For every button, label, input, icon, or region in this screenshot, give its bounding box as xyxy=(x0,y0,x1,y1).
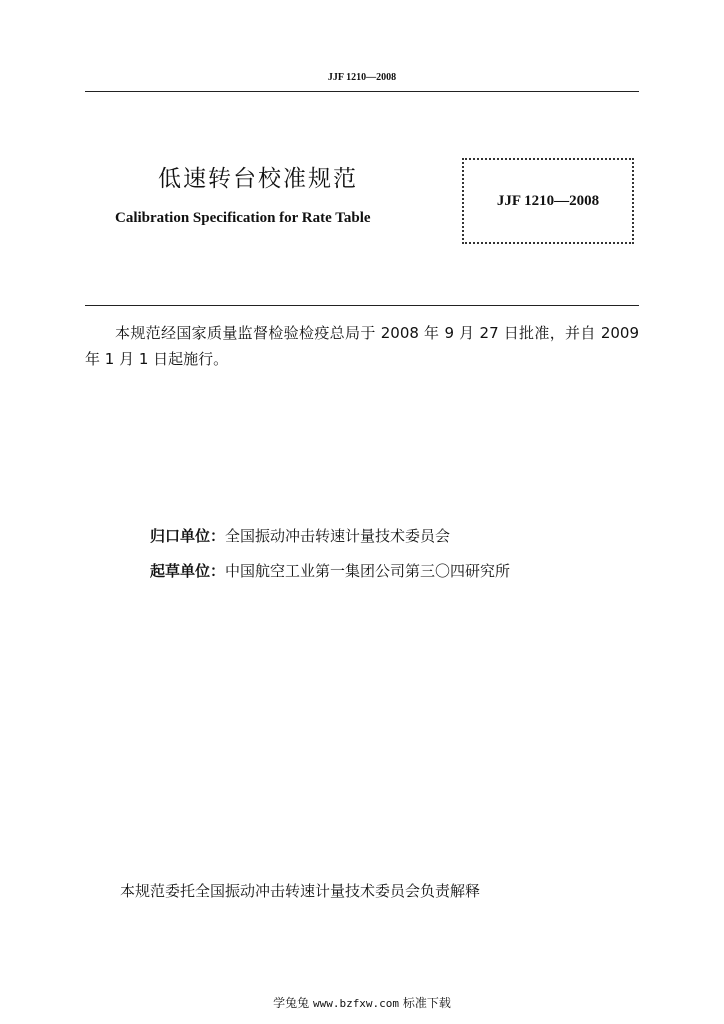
header-rule xyxy=(85,91,639,92)
responsible-unit-row xyxy=(150,525,450,546)
responsible-unit-label: 归口单位： xyxy=(150,527,226,545)
drafting-unit-value: 中国航空工业第一集团公司第三〇四研究所 xyxy=(225,562,511,580)
footer-slogan: 标准下载 xyxy=(402,996,451,1010)
standard-code-label: JJF 1210—2008 xyxy=(496,192,600,209)
footer-site-name: 学兔兔 xyxy=(273,996,310,1010)
interpretation-statement: 本规范委托全国振动冲击转速计量技术委员会负责解释 xyxy=(120,882,481,900)
header-standard-code: JJF 1210—2008 xyxy=(327,72,397,83)
section-divider xyxy=(85,305,639,306)
footer-url-link[interactable]: www.bzfxw.com xyxy=(312,997,400,1010)
document-title-english: Calibration Specification for Rate Table xyxy=(115,210,371,226)
standard-code-box xyxy=(462,158,634,244)
approval-paragraph: 本规范经国家质量监督检验检疫总局于 2008 年 9 月 27 日批准，并自 2009 年 1 月 1 日起施行。 xyxy=(85,324,639,368)
drafting-unit-label: 起草单位： xyxy=(150,562,226,580)
responsible-unit-value: 全国振动冲击转速计量技术委员会 xyxy=(225,527,451,545)
drafting-unit-row xyxy=(150,560,510,581)
document-title-chinese: 低速转台校准规范 xyxy=(158,166,358,192)
footer-watermark xyxy=(0,994,724,1011)
